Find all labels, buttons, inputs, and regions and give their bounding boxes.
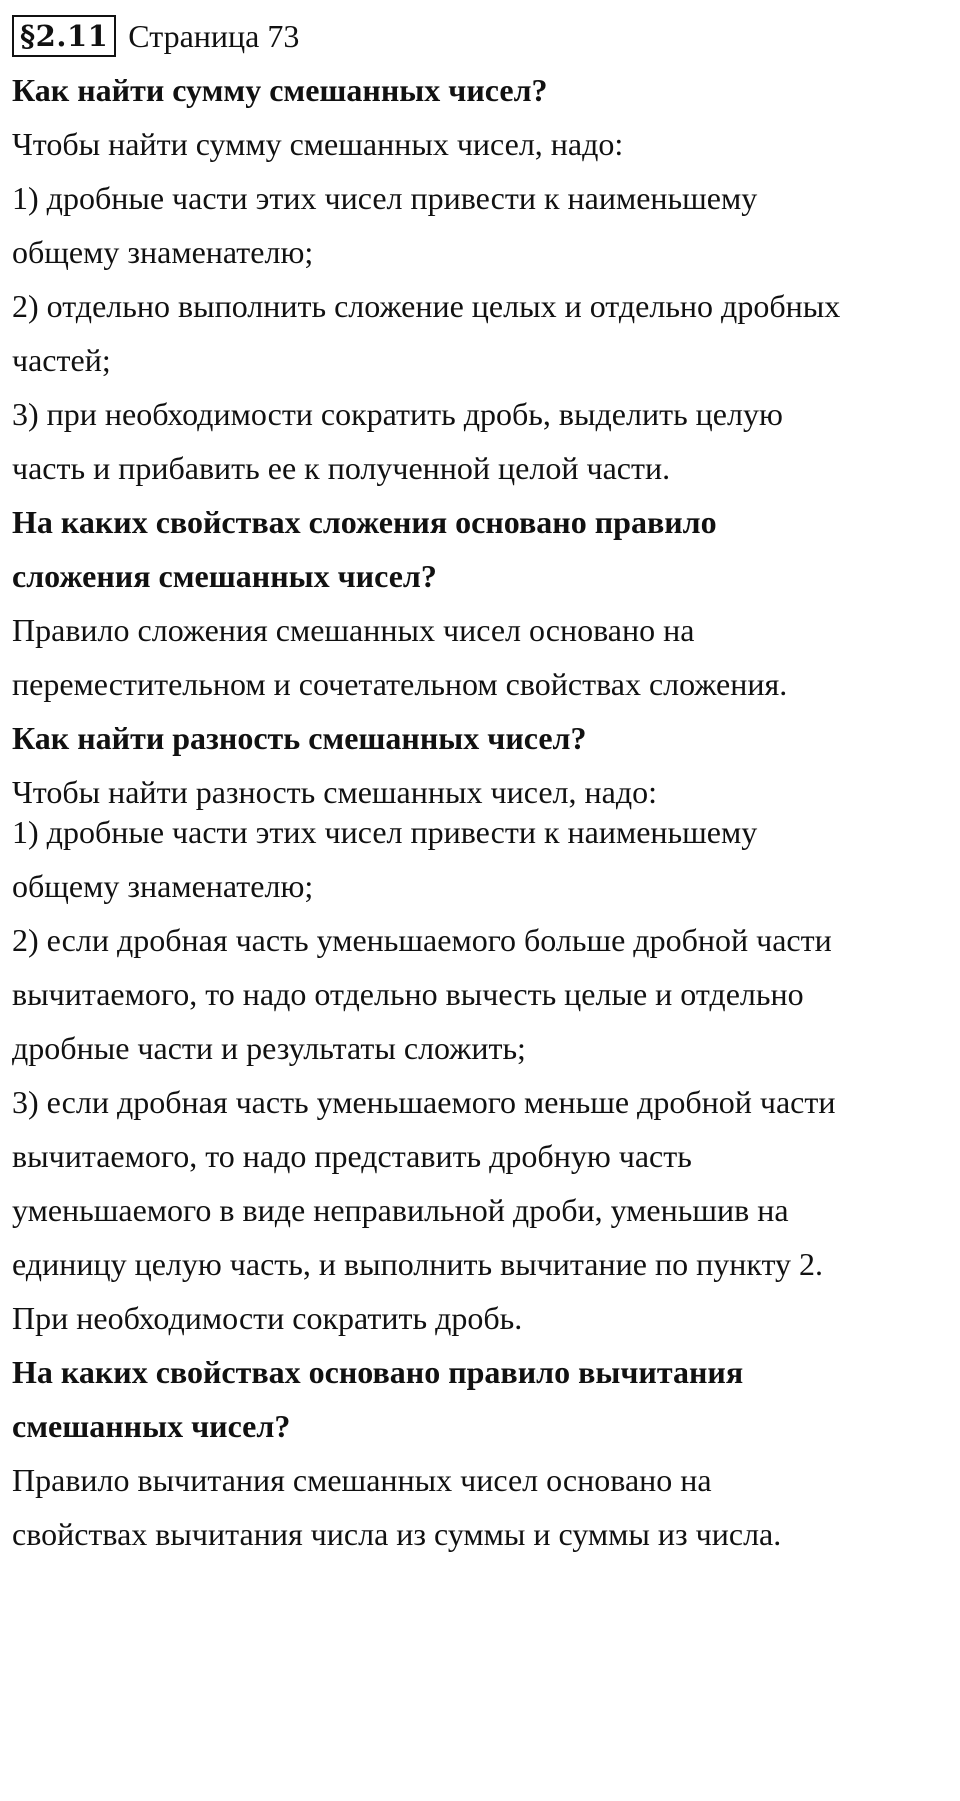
body-text-line: переместительном и сочетательном свойствах сложения. <box>12 666 788 702</box>
body-text-line: Правило сложения смешанных чисел основано на <box>12 612 695 648</box>
body-text-line: уменьшаемого в виде неправильной дроби, уменьшив на <box>12 1192 789 1228</box>
section-number: §2.11 <box>20 19 109 53</box>
question-heading-line: На каких свойствах сложения основано правило <box>12 504 717 540</box>
section-number-box <box>12 15 116 57</box>
body-text-line: Правило вычитания смешанных чисел основано на <box>12 1462 712 1498</box>
page-header <box>12 14 299 58</box>
body-text-line: 2) отдельно выполнить сложение целых и отдельно дробных <box>12 288 841 324</box>
body-text-line: 2) если дробная часть уменьшаемого больше дробной части <box>12 922 832 958</box>
body-text-line: Чтобы найти разность смешанных чисел, надо: <box>12 774 657 810</box>
body-text-line: 1) дробные части этих чисел привести к наименьшему <box>12 814 758 850</box>
body-text-line: общему знаменателю; <box>12 234 314 270</box>
body-text-line: При необходимости сократить дробь. <box>12 1300 523 1336</box>
body-text-line: 3) если дробная часть уменьшаемого меньше дробной части <box>12 1084 836 1120</box>
body-text-line: дробные части и результаты сложить; <box>12 1030 526 1066</box>
body-text-line: частей; <box>12 342 111 378</box>
question-heading-line: смешанных чисел? <box>12 1408 291 1444</box>
question-heading-line: На каких свойствах основано правило вычитания <box>12 1354 744 1390</box>
page-number-label: Страница 73 <box>128 17 300 54</box>
body-text-line: свойствах вычитания числа из суммы и суммы из числа. <box>12 1516 782 1552</box>
body-text-line: Чтобы найти сумму смешанных чисел, надо: <box>12 126 624 162</box>
body-text-line: 3) при необходимости сократить дробь, выделить целую <box>12 396 783 432</box>
question-heading-line: сложения смешанных чисел? <box>12 558 437 594</box>
body-text-line: вычитаемого, то надо представить дробную часть <box>12 1138 692 1174</box>
body-text-line: общему знаменателю; <box>12 868 314 904</box>
body-text-line: единицу целую часть, и выполнить вычитание по пункту 2. <box>12 1246 823 1282</box>
question-heading-line: Как найти разность смешанных чисел? <box>12 720 587 756</box>
body-text-line: часть и прибавить ее к полученной целой части. <box>12 450 671 486</box>
question-heading-line: Как найти сумму смешанных чисел? <box>12 72 548 108</box>
body-text-line: 1) дробные части этих чисел привести к наименьшему <box>12 180 758 216</box>
body-text-line: вычитаемого, то надо отдельно вычесть целые и отдельно <box>12 976 804 1012</box>
